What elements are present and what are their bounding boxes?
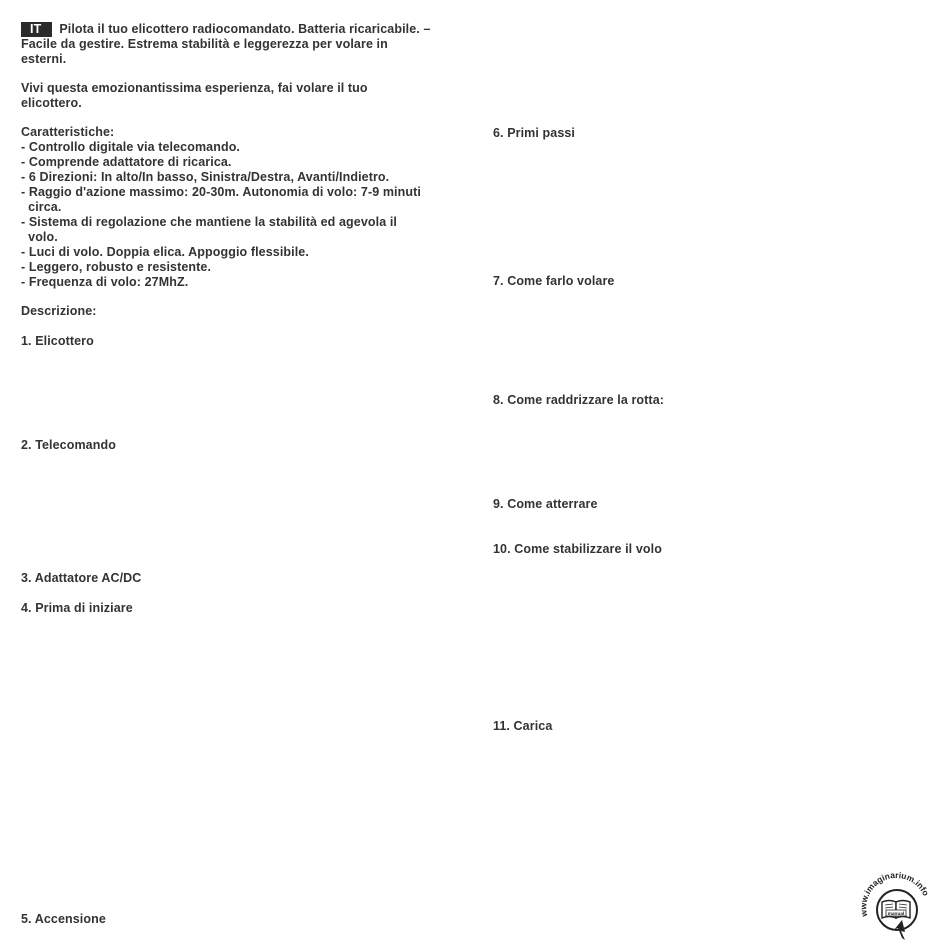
section-heading-7: 7. Come farlo volare <box>493 274 615 288</box>
intro-line-5: elicottero. <box>21 96 82 110</box>
language-badge: IT <box>21 22 52 37</box>
section-heading-8: 8. Come raddrizzare la rotta: <box>493 393 665 407</box>
description-heading: Descrizione: <box>21 304 97 318</box>
logo-book-label: manual <box>887 911 905 917</box>
feature-item: - Leggero, robusto e resistente. <box>21 260 212 274</box>
section-heading-6: 6. Primi passi <box>493 126 575 140</box>
feature-item: - Frequenza di volo: 27MhZ. <box>21 275 189 289</box>
feature-item: - Raggio d'azione massimo: 20-30m. Autonomia di volo: 7-9 minuti <box>21 185 421 199</box>
logo-url-text: www.imaginarium.info <box>858 869 932 918</box>
section-heading-3: 3. Adattatore AC/DC <box>21 571 142 585</box>
imaginarium-manual-logo <box>858 868 934 944</box>
section-heading-10: 10. Come stabilizzare il volo <box>493 542 662 556</box>
feature-item: - Luci di volo. Doppia elica. Appoggio flessibile. <box>21 245 309 259</box>
intro-line-3: esterni. <box>21 52 67 66</box>
feature-item: - 6 Direzioni: In alto/In basso, Sinistra/Destra, Avanti/Indietro. <box>21 170 390 184</box>
feature-item: - Comprende adattatore di ricarica. <box>21 155 232 169</box>
section-heading-4: 4. Prima di iniziare <box>21 601 133 615</box>
section-heading-2: 2. Telecomando <box>21 438 116 452</box>
feature-item: - Sistema di regolazione che mantiene la stabilità ed agevola il <box>21 215 397 229</box>
intro-line-2: Facile da gestire. Estrema stabilità e leggerezza per volare in <box>21 37 388 51</box>
feature-item: - Controllo digitale via telecomando. <box>21 140 241 154</box>
section-heading-9: 9. Come atterrare <box>493 497 598 511</box>
section-heading-1: 1. Elicottero <box>21 334 94 348</box>
features-heading: Caratteristiche: <box>21 125 115 139</box>
intro-text: Pilota il tuo elicottero radiocomandato. Batteria ricaricabile. – <box>59 22 431 36</box>
section-heading-11: 11. Carica <box>493 719 553 733</box>
intro-line-4: Vivi questa emozionantissima esperienza, fai volare il tuo <box>21 81 368 95</box>
feature-item: circa. <box>21 200 62 214</box>
intro-line-1 <box>21 22 431 37</box>
feature-item: volo. <box>21 230 58 244</box>
section-heading-5: 5. Accensione <box>21 912 106 926</box>
